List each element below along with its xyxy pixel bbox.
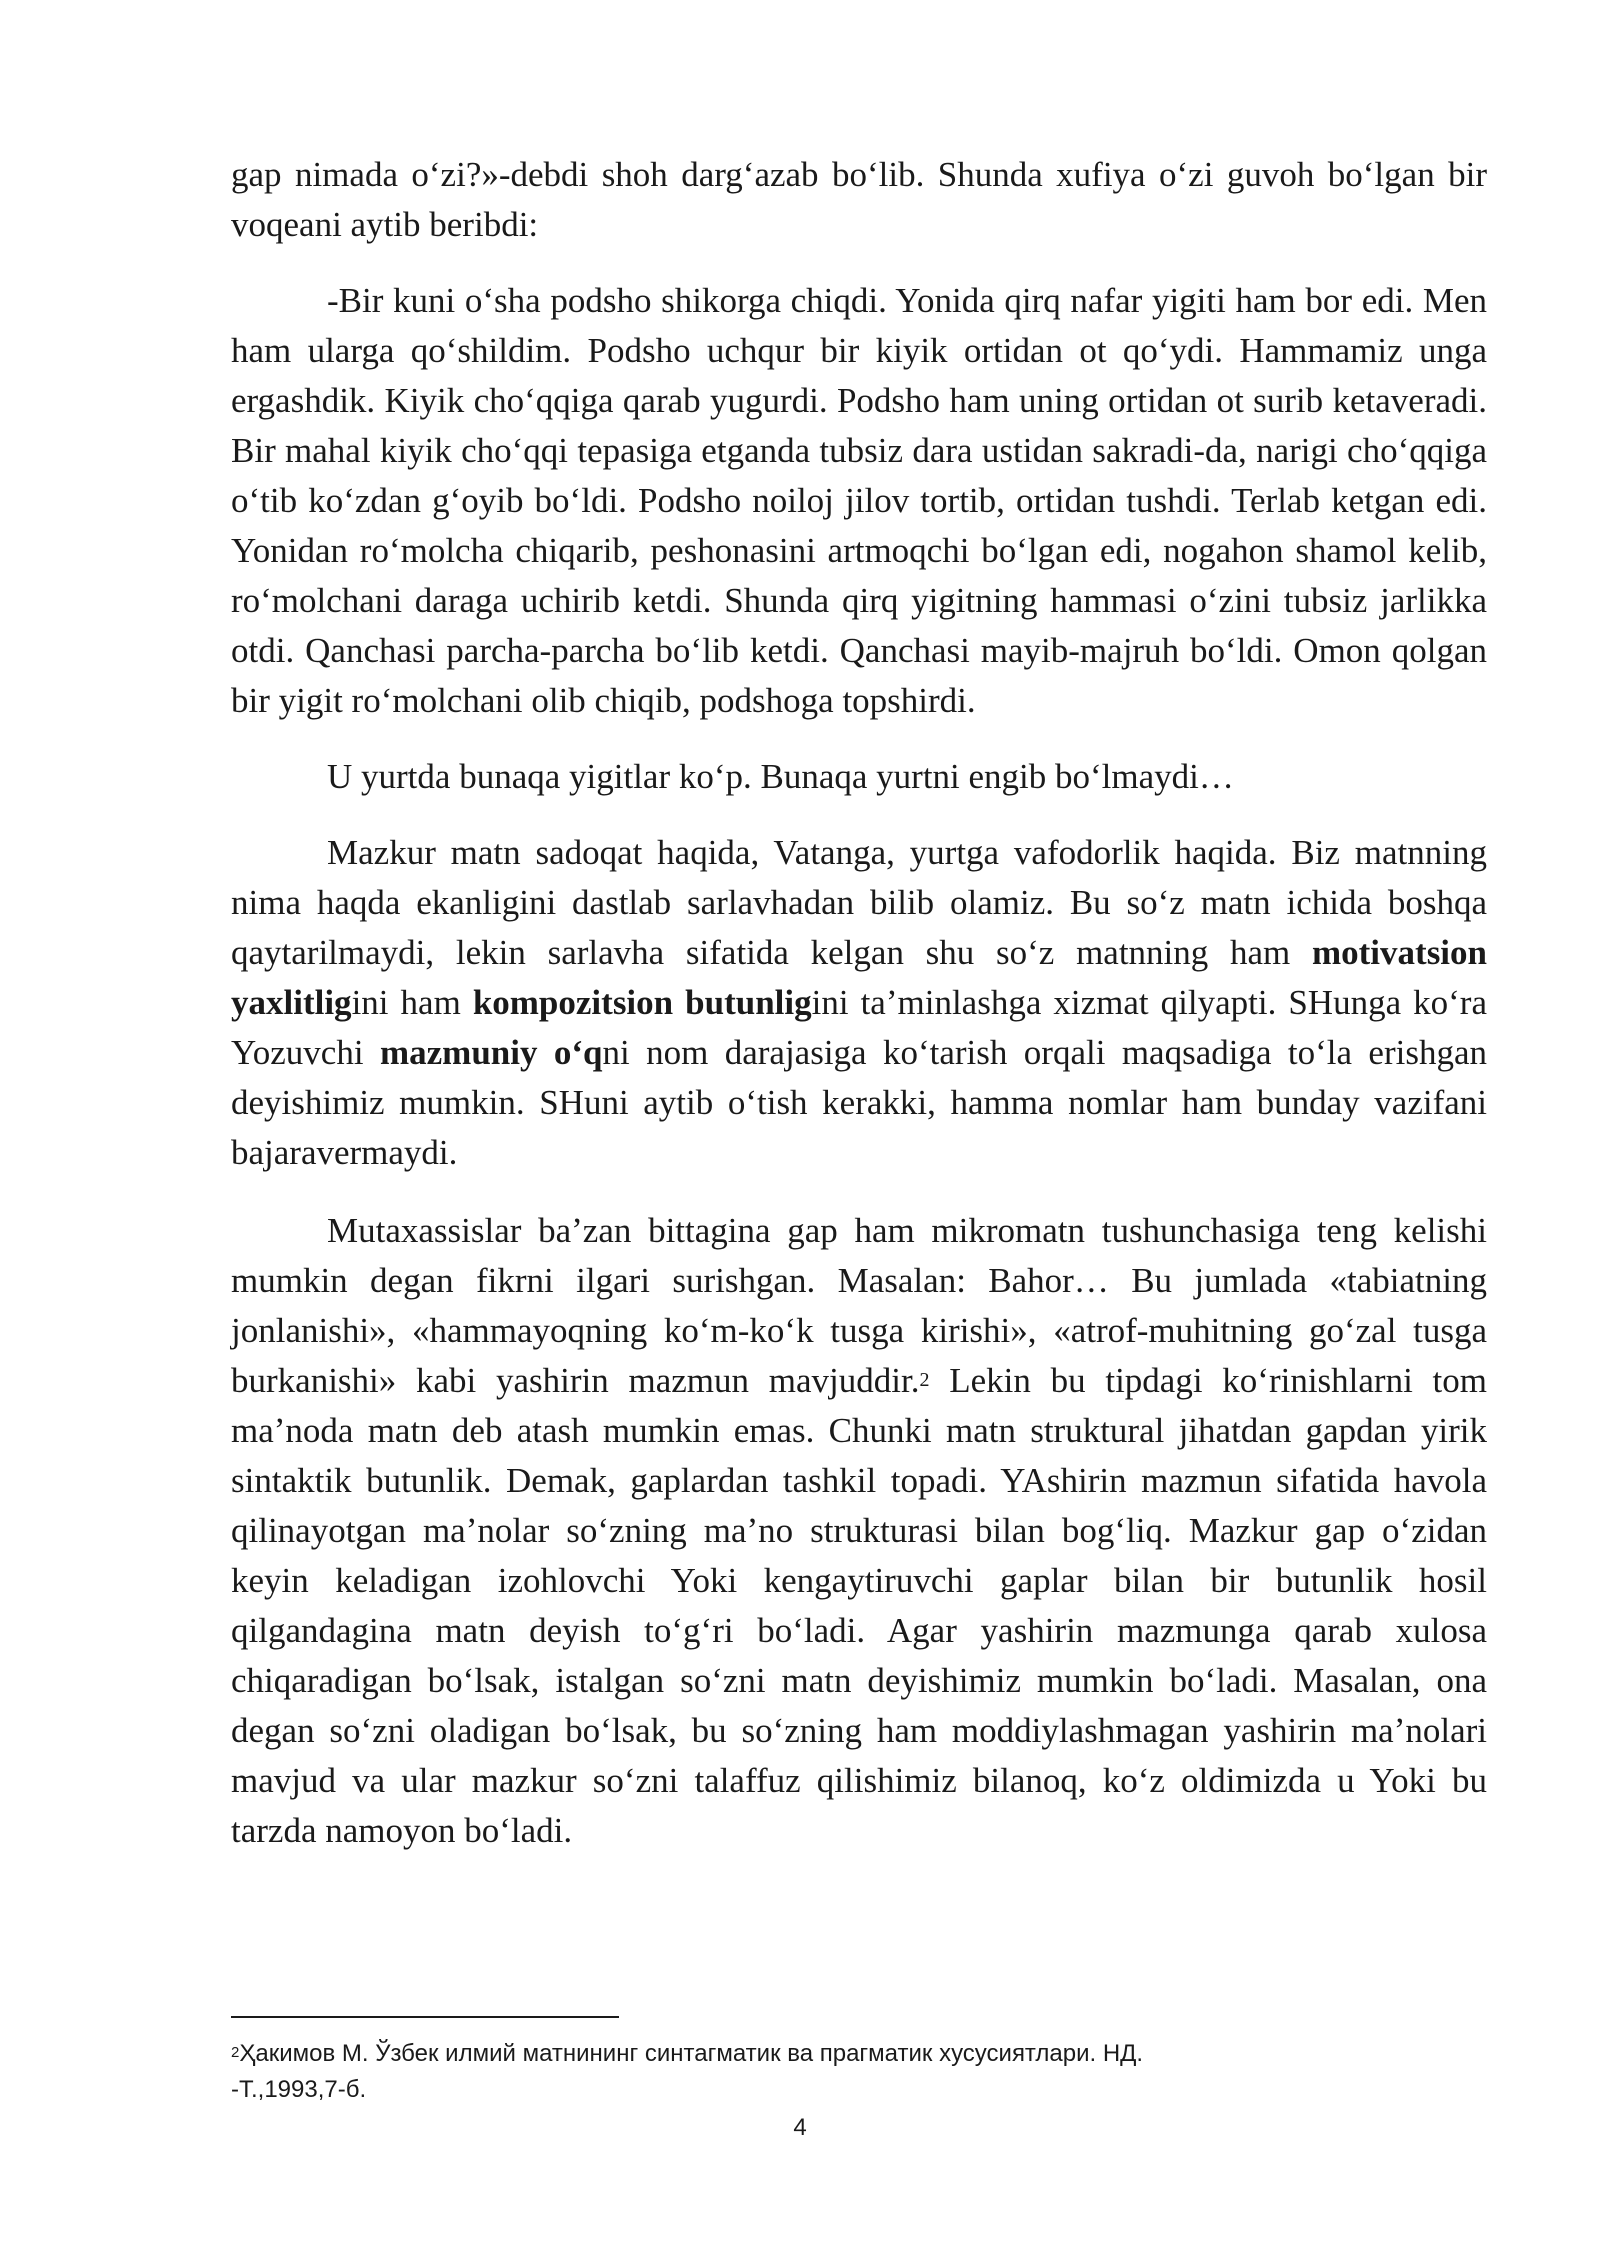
paragraph-4-text-4: ni nom darajasiga koʻtarish orqali maqsadiga toʻla erishgan deyishimiz mumkin. SHuni aytib oʻtish kerakki, hamma nomlar ham bunday vazifani bajaravermaydi. xyxy=(231,1033,1487,1172)
bold-term-mazmuniy: mazmuniy oʻq xyxy=(379,1033,603,1072)
paragraph-5-text-1: Mutaxassislar baʼzan bittagina gap ham mikromatn tushunchasiga teng kelishi mumkin degan fikrni ilgari surishgan. Masalan: Bahor… Bu jumlada «tabiatning jonlanishi», «hammayoqning koʻm-koʻk tusga kirishi», «atrof-muhitning goʻzal tusga burkanishi» kabi yashirin mazmun mavjuddir. xyxy=(231,1211,1487,1400)
bold-term-kompozitsion: kompozitsion butunlig xyxy=(472,983,812,1022)
footnote xyxy=(231,2036,1487,2108)
footnote-line-2: -Т.,1993,7-б. xyxy=(231,2076,367,2103)
paragraph-5-text-2: Lekin bu tipdagi koʻrinishlarni tom maʼnoda matn deb atash mumkin emas. Chunki matn struktural jihatdan gapdan yirik sintaktik butunlik. Demak, gaplardan tashkil topadi. YAshirin mazmun sifatida havola qilinayotgan maʼnolar soʻzning maʼno strukturasi bilan bogʻliq. Mazkur gap oʻzidan keyin keladigan izohlovchi Yoki kengaytiruvchi gaplar bilan bir butunlik hosil qilgandagina matn deyish toʻgʻri boʻladi. Agar yashirin mazmunga qarab xulosa chiqaradigan boʻlsak, istalgan soʻzni matn deyishimiz mumkin boʻladi. Masalan, ona degan soʻzni oladigan boʻlsak, bu soʻzning ham moddiylashmagan yashirin maʼnolari mavjud va ular mazkur soʻzni talaffuz qilishimiz bilanoq, koʻz oldimizda u Yoki bu tarzda namoyon boʻladi. xyxy=(231,1361,1488,1850)
paragraph-2: -Bir kuni oʻsha podsho shikorga chiqdi. Yonida qirq nafar yigiti ham bor edi. Men ham ularga qoʻshildim. Podsho uchqur bir kiyik ortidan ot qoʻydi. Hammamiz unga ergashdik. Kiyik choʻqqiga qarab yugurdi. Podsho ham uning ortidan ot surib ketaveradi. Bir mahal kiyik choʻqqi tepasiga etganda tubsiz dara ustidan sakradi-da, narigi choʻqqiga oʻtib koʻzdan gʻoyib boʻldi. Podsho noiloj jilov tortib, ortidan tushdi. Terlab ketgan edi. Yonidan roʻmolcha chiqarib, peshonasini artmoqchi boʻlgan edi, nogahon shamol kelib, roʻmolchani daraga uchirib ketdi. Shunda qirq yigitning hammasi oʻzini tubsiz jarlikka otdi. Qanchasi parcha-parcha boʻlib ketdi. Qanchasi mayib-majruh boʻldi. Omon qolgan bir yigit roʻmolchani olib chiqib, podshoga topshirdi. xyxy=(231,281,1487,720)
footnote-line-1: Ҳакимов М. Ўзбек илмий матнининг синтагматик ва прагматик хусусиятлари. НД. xyxy=(239,2040,1144,2067)
paragraph-4-text-1: Mazkur matn sadoqat haqida, Vatanga, yurtga vafodorlik haqida. Biz matnning nima haqda ekanligini dastlab sarlavhadan bilib olamiz. Bu soʻz matn ichida boshqa qaytarilmaydi, lekin sarlavha sifatida kelgan shu soʻz matnning ham xyxy=(231,833,1487,972)
page-number: 4 xyxy=(793,2114,807,2141)
paragraph-4 xyxy=(231,828,1487,1178)
document-body xyxy=(231,150,1487,1856)
paragraph-5 xyxy=(231,1206,1487,1856)
paragraph-3: U yurtda bunaqa yigitlar koʻp. Bunaqa yurtni engib boʻlmaydi… xyxy=(327,757,1234,796)
footnote-marker: 2 xyxy=(231,2044,240,2061)
footnote-reference[interactable]: 2 xyxy=(919,1369,930,1391)
footnote-separator xyxy=(231,2016,619,2018)
paragraph-4-text-3: ini taʼminlashga xizmat qilyapti. SHunga koʻra Yozuvchi xyxy=(231,983,1487,1072)
paragraph-1: gap nimada oʻzi?»-debdi shoh dargʻazab boʻlib. Shunda xufiya oʻzi guvoh boʻlgan bir voqeani aytib beribdi: xyxy=(231,155,1487,244)
bold-term-motivatsion: motivatsion yaxlitlig xyxy=(231,933,1487,1022)
paragraph-4-text-2: ini ham xyxy=(351,983,473,1022)
